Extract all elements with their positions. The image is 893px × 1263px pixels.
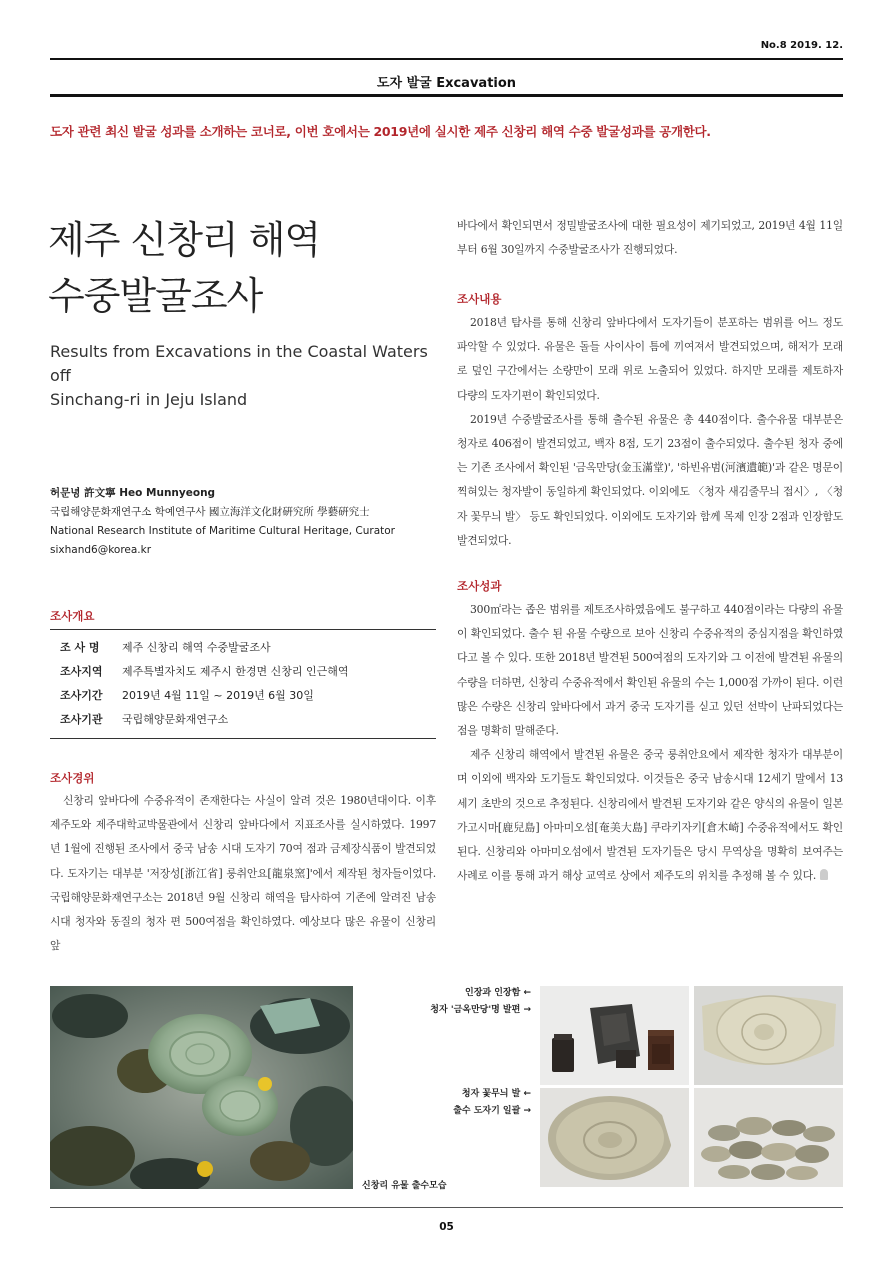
page-number: 05 [439, 1221, 454, 1233]
photo-captions-bottom [453, 1086, 531, 1120]
results-paragraph-1: 300㎡라는 좁은 범위를 제토조사하였음에도 불구하고 440점이라는 다량의 유물이 확인되었다. 출수 된 유물 수량으로 보아 신창리 수중유적의 중심지점을 확인하였다고 볼 수 있다. 또한 2018년 발견된 500여점의 도자기와 그 이전에 발견된 유물의 수량을 더하면, 신창리 수중유적에서 확인된 유물의 수는 1,000점 가까이 된다. 이런 많은 수량은 신창리 앞바다에서 과거 중국 도자기를 싣고 있던 선박이 난파되었다는 점을 명확히 말해준다. [457, 603, 843, 738]
end-mark-icon [820, 869, 828, 880]
results-body [457, 598, 843, 888]
author-affiliation-ko: 국립해양문화재연구소 학예연구사 國立海洋文化財硏究所 學藝硏究士 [50, 506, 370, 518]
history-heading: 조사경위 [50, 771, 95, 785]
overview-table [50, 629, 436, 739]
caption-finds: 출수 도자기 일괄 → [453, 1106, 531, 1116]
subtitle-line-2: Sinchang-ri in Jeju Island [50, 390, 248, 409]
overview-key: 조사기간 [60, 689, 103, 702]
inscribed-bowl-illustration [694, 986, 843, 1085]
english-subtitle [50, 340, 450, 412]
overview-row [50, 636, 436, 660]
title-line-2: 수중발굴조사 [48, 274, 263, 318]
history-continued-paragraph: 바다에서 확인되면서 정밀발굴조사에 대한 필요성이 제기되었고, 2019년 4월 11일부터 6월 30일까지 수중발굴조사가 진행되었다. [457, 219, 843, 257]
underwater-photo-illustration [50, 986, 353, 1189]
flower-bowl-photo [540, 1088, 689, 1187]
overview-value: 제주특별자치도 제주시 한경면 신창리 인근해역 [122, 665, 349, 678]
history-paragraph: 신창리 앞바다에 수중유적이 존재한다는 사실이 알려 것은 1980년대이다. 이후 제주도와 제주대학교박물관에서 신창리 앞바다에서 지표조사를 실시하였다. 1997년 1월에 진행된 조사에서 중국 남송 시대 도자기 70여 점과 금제장식품이 발견되었다. 도자기는 대부분 '저장성[浙江省] 룽취안요[龍泉窯]'에서 제작된 청자들이었다. 국립해양문화재연구소는 2018년 9월 신창리 해역을 탐사하여 기존에 알려진 남송시대 청자와 동질의 청자 편 500여점을 확인하였다. 예상보다 많은 유물이 신창리 앞 [50, 794, 436, 953]
overview-heading: 조사개요 [50, 609, 95, 623]
intro-text: 도자 관련 최신 발굴 성과를 소개하는 코너로, 이번 호에서는 2019년에 실시한 제주 신창리 해역 수중 발굴성과를 공개한다. [50, 124, 711, 139]
overview-key: 조 사 명 [60, 641, 100, 654]
flower-bowl-illustration [540, 1088, 689, 1187]
caption-seal: 인장과 인장함 ← [465, 988, 531, 998]
contents-paragraph-2: 2019년 수중발굴조사를 통해 출수된 유물은 총 440점이다. 출수유물 대부분은 청자로 406점이 발견되었고, 백자 8점, 도기 23점이 출수되었다. 출수된 청자 중에는 기존 조사에서 확인된 '금옥만당(金玉滿堂)', '하빈유범(河濱遺範)'과 같은 명문이 찍혀있는 청자발이 동일하게 확인되었다. 이외에도 〈청자 새김줄무늬 접시〉, 〈청자 꽃무늬 발〉 등도 확인되었다. 이외에도 도자기와 함께 목제 인장 2점과 인장함도 발견되었다. [457, 412, 843, 547]
overview-row [50, 684, 436, 708]
title-line-1: 제주 신창리 해역 [48, 218, 321, 262]
ceramics-group-illustration [694, 1088, 843, 1187]
overview-value: 제주 신창리 해역 수중발굴조사 [122, 641, 271, 654]
results-paragraph-2-text: 제주 신창리 해역에서 발견된 유물은 중국 룽취안요에서 제작한 청자가 대부분이며 이외에 백자와 도기들도 확인되었다. 이것들은 중국 남송시대 12세기 말에서 13세기 초반의 것으로 추정된다. 신창리에서 발견된 도자기와 같은 양식의 유물이 일본 가고시마[鹿兒島] 아마미오섬[奄美大島] 쿠라키자키[倉木崎] 수중유적에서도 확인된다. 신창리와 아마미오섬에서 발견된 도자기들은 당시 무역상을 명확히 보여주는 사례로 이를 통해 과거 해상 교역로 상에서 제주도의 위치를 추정해 볼 수 있다. [457, 748, 843, 883]
footer-rule [50, 1207, 843, 1208]
overview-row [50, 708, 436, 732]
contents-paragraph-1: 2018년 탐사를 통해 신창리 앞바다에서 도자기들이 분포하는 범위를 어느 정도 파악할 수 있었다. 유물은 돌들 사이사이 틈에 끼여져서 발견되었으며, 해저가 모래로 덮인 구간에서는 소량만이 모래 위로 노출되어 있었다. 하지만 모래를 제토하자 다량의 도자기편이 확인되었다. [457, 316, 843, 402]
overview-value: 국립해양문화재연구소 [122, 713, 229, 726]
underwater-excavation-photo [50, 986, 353, 1189]
author-affiliation-en: National Research Institute of Maritime Cultural Heritage, Curator [50, 525, 395, 537]
page-title [48, 212, 320, 324]
results-heading: 조사성과 [457, 579, 502, 593]
caption-inscribed-bowl: 청자 '금옥만당'명 발편 → [430, 1005, 531, 1015]
overview-key: 조사기관 [60, 713, 103, 726]
photo-captions-top [430, 985, 531, 1019]
overview-value: 2019년 4월 11일 ~ 2019년 6월 30일 [122, 689, 314, 702]
author-block [50, 484, 450, 560]
overview-key: 조사지역 [60, 665, 103, 678]
results-paragraph-2 [457, 743, 843, 888]
author-email[interactable]: sixhand6@korea.kr [50, 544, 152, 556]
contents-body [457, 311, 843, 553]
issue-number: No.8 2019. 12. [760, 40, 843, 51]
inscribed-bowl-photo [694, 986, 843, 1085]
seal-and-box-photo [540, 986, 689, 1085]
author-name: 허문녕 許文寧 Heo Munnyeong [50, 487, 216, 499]
section-title: 도자 발굴 Excavation [376, 76, 517, 91]
excavated-ceramics-photo [694, 1088, 843, 1187]
header-rule-thick [50, 94, 843, 97]
caption-flower-bowl: 청자 꽃무늬 발 ← [461, 1089, 531, 1099]
contents-heading: 조사내용 [457, 292, 502, 306]
overview-row [50, 660, 436, 684]
subtitle-line-1: Results from Excavations in the Coastal Waters off [50, 342, 428, 385]
main-photo-caption: 신창리 유물 출수모습 [362, 1181, 447, 1191]
seal-illustration [540, 986, 689, 1085]
header-rule [50, 58, 843, 60]
